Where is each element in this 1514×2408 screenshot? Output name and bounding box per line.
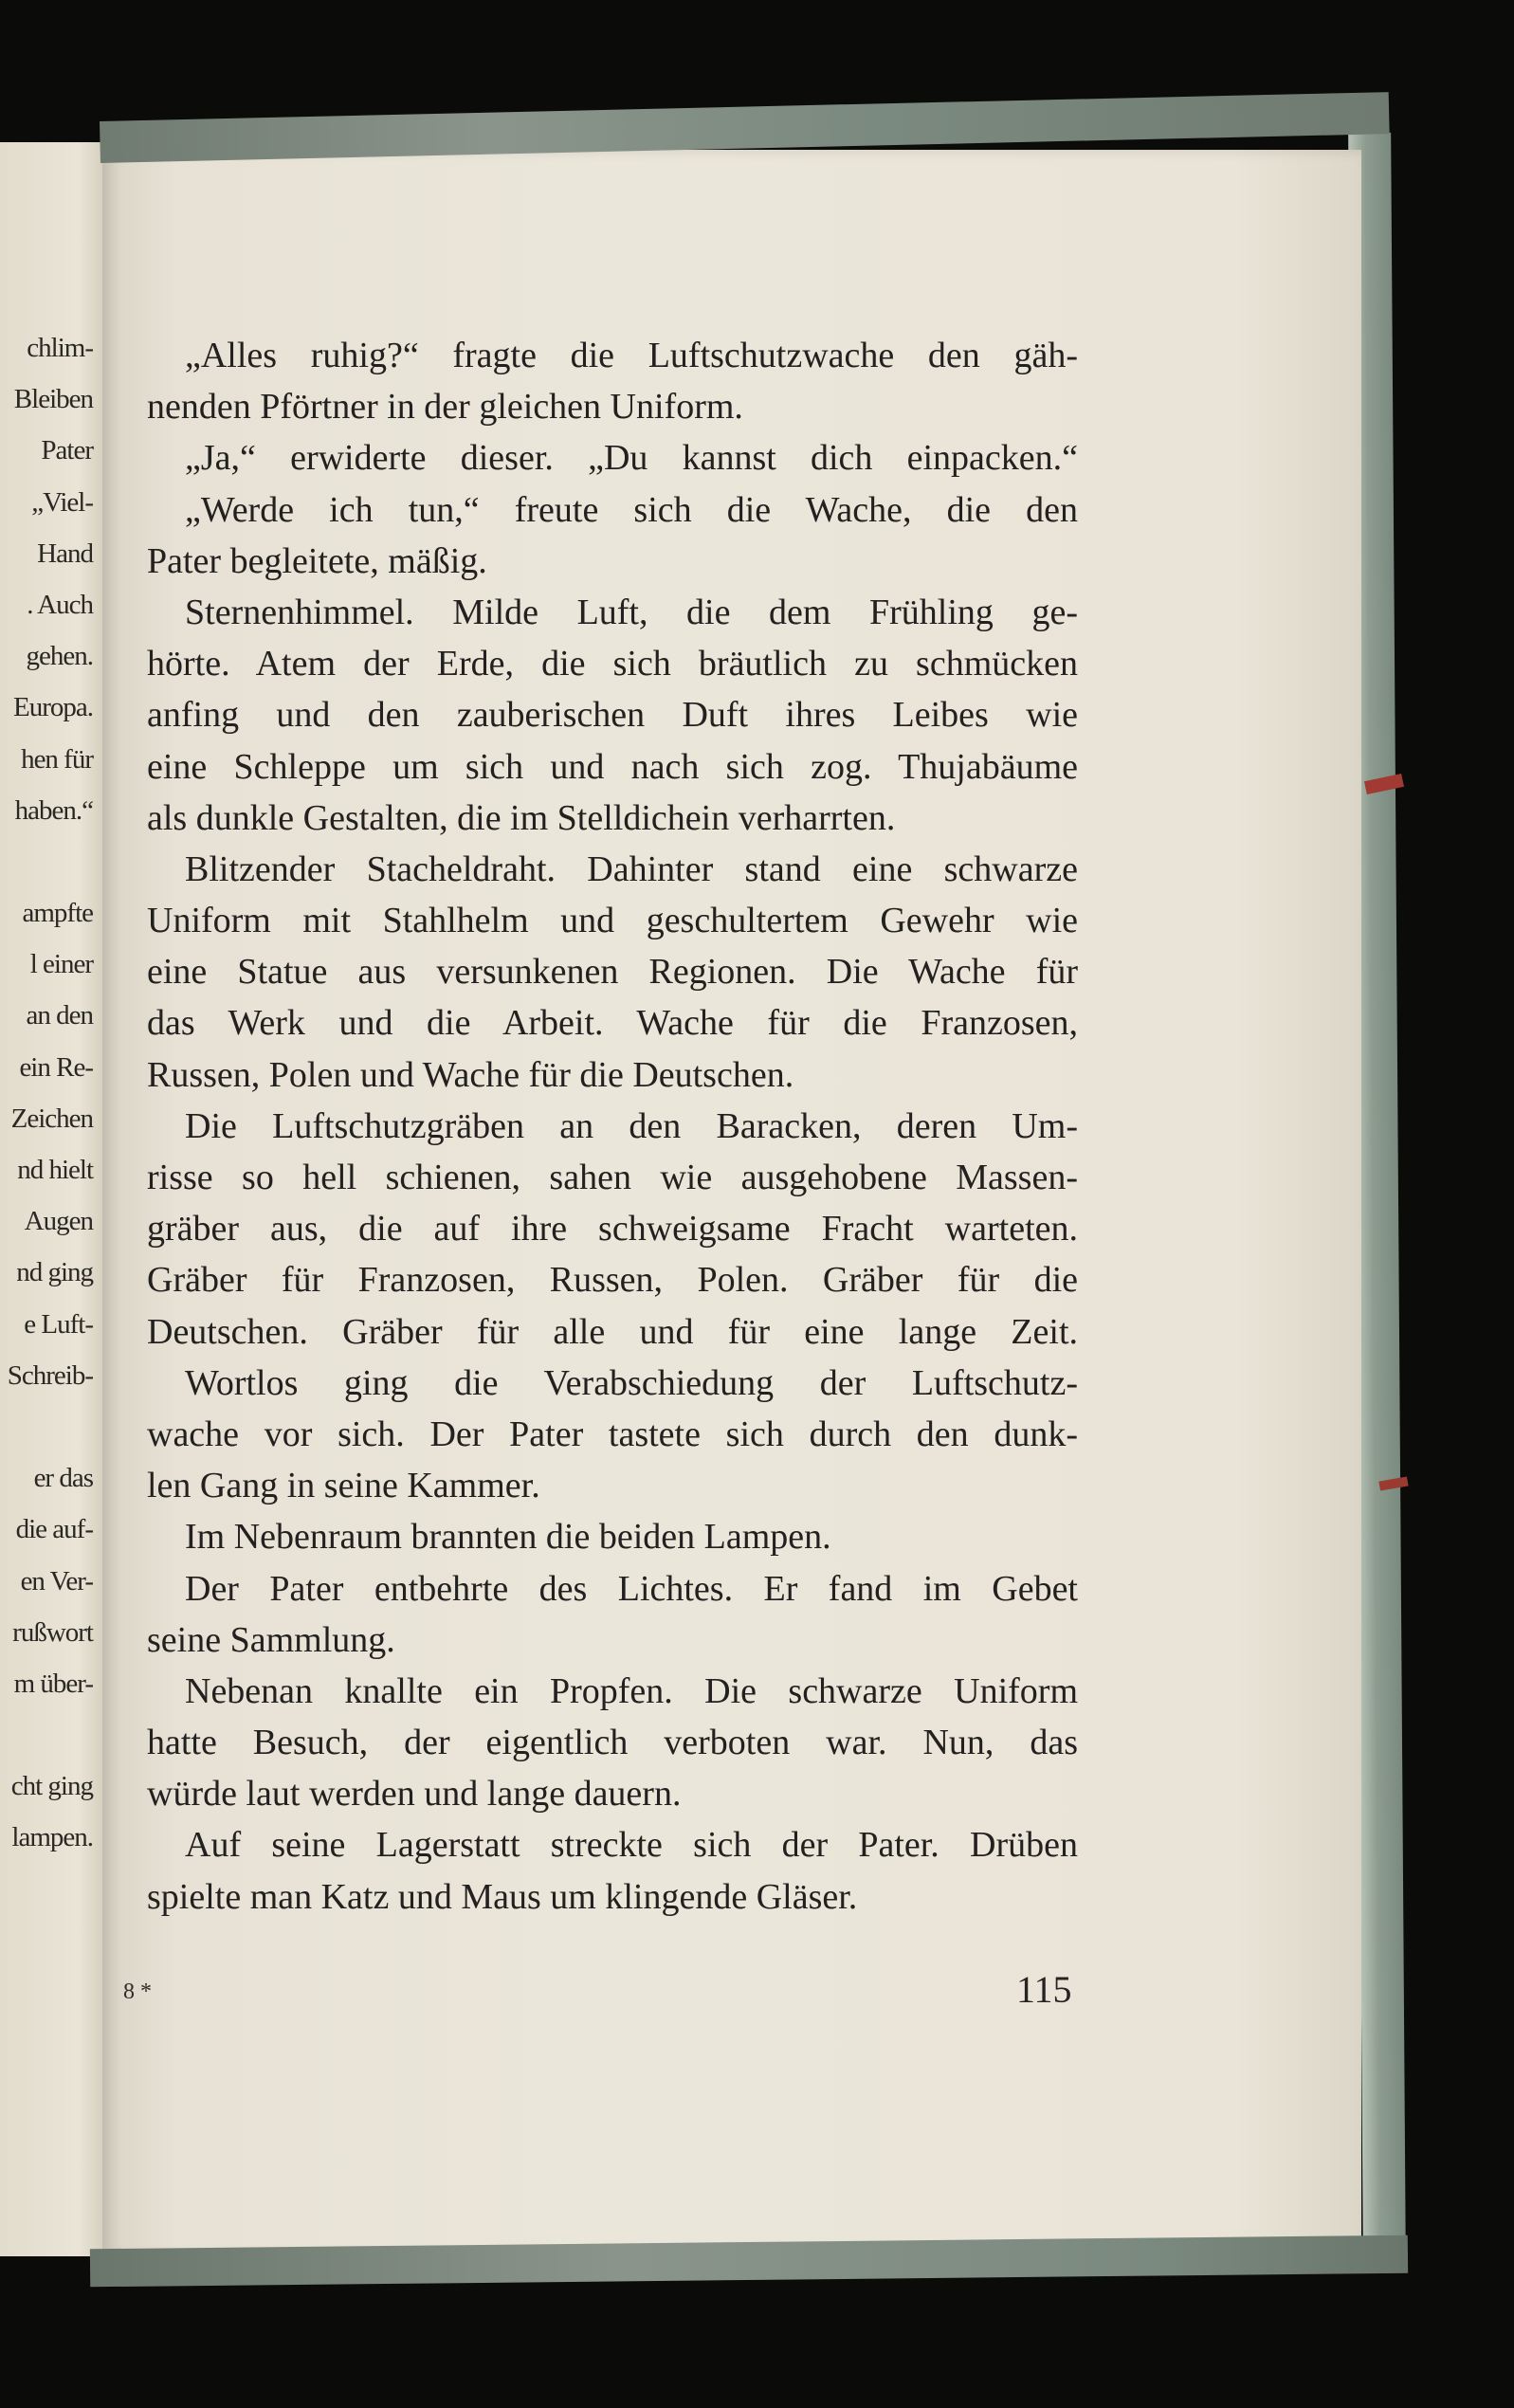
text-line: Sternenhimmel. Milde Luft, die dem Frühling ge- (185, 592, 1078, 632)
previous-page-line (0, 836, 93, 887)
page-number: 115 (1016, 1968, 1072, 2011)
text-line: spielte man Katz und Maus um klingende Gläser. (147, 1876, 858, 1917)
previous-page-line: lampen. (11, 1822, 93, 1853)
text-line: „Ja,“ erwiderte dieser. „Du kannst dich einpacken.“ (185, 438, 1078, 479)
previous-page-line: die auf- (15, 1514, 93, 1545)
previous-page-line: „Viel- (31, 486, 93, 518)
text-line: Uniform mit Stahlhelm und geschultertem Gewehr wie (147, 901, 1078, 941)
previous-page-line: m über- (13, 1668, 93, 1699)
text-line: hörte. Atem der Erde, die sich bräutlich zu schmücken (147, 644, 1078, 684)
text-line: eine Statue aus versunkenen Regionen. Die Wache für (147, 952, 1078, 993)
previous-page-line: er das (33, 1463, 93, 1494)
previous-page-line: chlim- (27, 333, 93, 363)
previous-page-line: Zeichen (10, 1103, 93, 1134)
text-line: Deutschen. Gräber für alle und für eine lange Zeit. (147, 1311, 1078, 1352)
text-line: hatte Besuch, der eigentlich verboten war. Nun, das (147, 1723, 1078, 1763)
previous-page-line: Bleiben (13, 384, 93, 415)
previous-page-line: cht ging (10, 1771, 93, 1802)
text-line: eine Schleppe um sich und nach sich zog. Thujabäume (147, 746, 1078, 787)
text-line: risse so hell schienen, sahen wie ausgehobene Massen- (147, 1158, 1078, 1197)
previous-page-line: en Ver- (20, 1565, 93, 1596)
previous-page-line: . Auch (27, 589, 93, 620)
previous-page-line: Pater (41, 435, 93, 466)
previous-page-line: nd ging (16, 1257, 93, 1288)
text-line: Im Nebenraum brannten die beiden Lampen. (185, 1517, 831, 1558)
previous-page-line: haben.“ (14, 794, 93, 826)
previous-page-line: e Luft- (24, 1308, 93, 1340)
previous-page-line: hen für (21, 743, 93, 775)
previous-page-line: Schreib- (7, 1359, 93, 1391)
previous-page-line: l einer (29, 949, 93, 980)
text-line: gräber aus, die auf ihre schweigsame Fracht warteten. (147, 1209, 1078, 1250)
previous-page (0, 142, 112, 2256)
previous-page-line: Hand (37, 538, 93, 569)
text-line: Der Pater entbehrte des Lichtes. Er fand im Gebet (185, 1568, 1078, 1609)
previous-page-line: Augen (24, 1206, 93, 1237)
text-line: Die Luftschutzgräben an den Baracken, deren Um- (185, 1105, 1078, 1146)
signature-mark: 8 * (123, 1979, 152, 2004)
previous-page-line: rußwort (12, 1616, 93, 1648)
text-line: Gräber für Franzosen, Russen, Polen. Gräber für die (147, 1260, 1078, 1301)
text-line: Wortlos ging die Verabschiedung der Luftschutz- (185, 1362, 1078, 1403)
text-line: das Werk und die Arbeit. Wache für die Franzosen, (147, 1003, 1078, 1044)
previous-page-line (0, 1709, 93, 1760)
text-line: Nebenan knallte ein Propfen. Die schwarze Uniform (185, 1670, 1078, 1711)
previous-page-line: Europa. (13, 692, 93, 723)
previous-page-line: ampfte (22, 898, 93, 929)
text-line: Auf seine Lagerstatt streckte sich der Pater. Drüben (185, 1825, 1078, 1866)
text-line: „Werde ich tun,“ freute sich die Wache, die den (185, 489, 1078, 530)
text-line: würde laut werden und lange dauern. (147, 1774, 682, 1815)
previous-page-line (0, 1401, 93, 1452)
previous-page-line: nd hielt (17, 1155, 93, 1185)
text-line: Russen, Polen und Wache für die Deutschen. (147, 1054, 794, 1095)
text-line: als dunkle Gestalten, die im Stelldichein verharrten. (147, 797, 896, 838)
page-text (147, 330, 1078, 1923)
text-line: „Alles ruhig?“ fragte die Luftschutzwache den gäh- (185, 336, 1078, 375)
previous-page-line: ein Re- (19, 1051, 93, 1083)
previous-page-text (0, 322, 93, 1864)
previous-page-line: gehen. (26, 641, 93, 672)
text-line: Blitzender Stacheldraht. Dahinter stand eine schwarze (185, 848, 1078, 889)
text-line: Pater begleitete, mäßig. (147, 540, 487, 581)
text-line: seine Sammlung. (147, 1619, 395, 1660)
text-line: wache vor sich. Der Pater tastete sich durch den dunk- (147, 1414, 1078, 1454)
text-line: len Gang in seine Kammer. (147, 1466, 540, 1506)
previous-page-line: an den (26, 1000, 93, 1031)
text-line: nenden Pförtner in der gleichen Uniform. (147, 387, 743, 428)
text-line: anfing und den zauberischen Duft ihres Leibes wie (147, 695, 1078, 736)
